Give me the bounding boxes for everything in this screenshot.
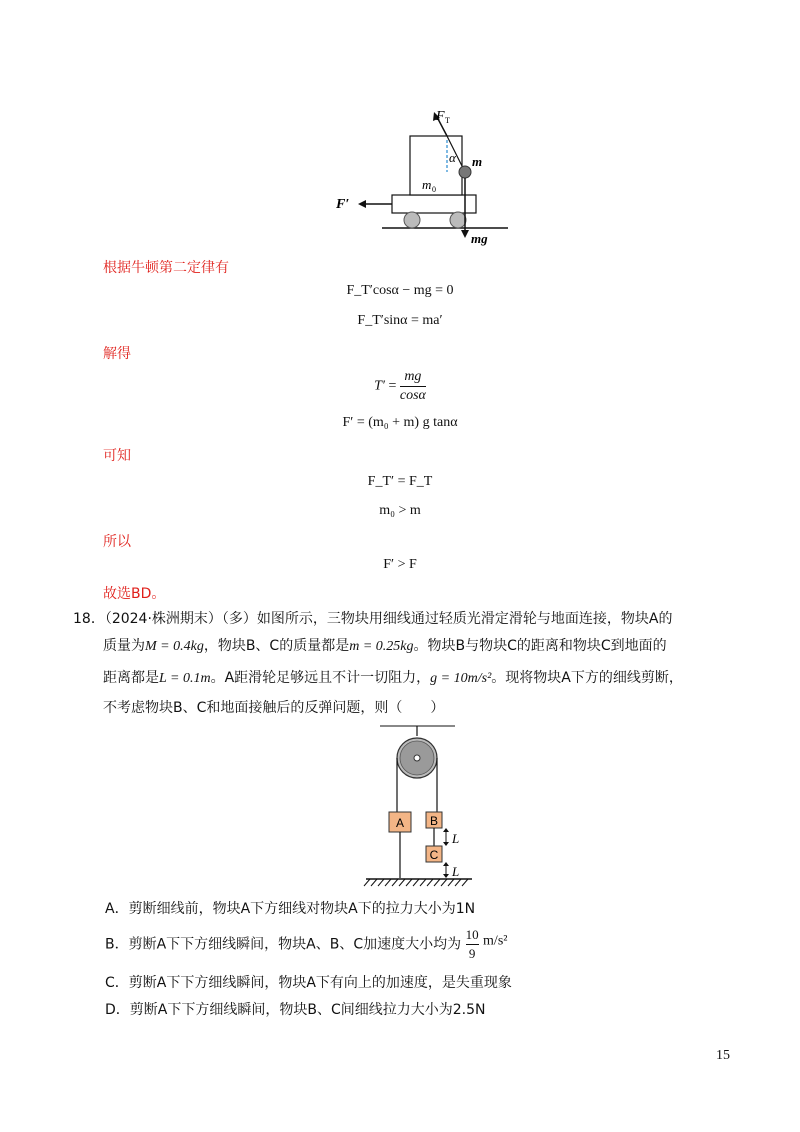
block-c-label: C	[429, 848, 439, 862]
label-l1: L	[452, 831, 460, 846]
mass-M-value: M = 0.4kg	[145, 639, 204, 654]
label-l2: L	[452, 864, 460, 879]
equation-6: m₀ > m	[379, 503, 421, 518]
question-source: （2024·株洲期末）（多）	[104, 611, 257, 627]
equation-3-numerator: mg	[404, 369, 422, 384]
label-mg: mg	[471, 231, 488, 246]
length-L-value: L = 0.1m	[159, 671, 211, 686]
question-text-3a: 距离都是	[103, 670, 159, 686]
label-m0-sub: 0	[432, 185, 436, 194]
question-text-2c: 。物块B与物块C的距离和物块C到地面的	[413, 638, 667, 654]
gravity-g-value: g = 10m/s²	[430, 671, 492, 686]
label-ft-sub: T	[445, 116, 450, 125]
know-line: 可知	[103, 448, 131, 464]
label-m0: m	[422, 177, 432, 192]
equation-3-denominator: cosα	[399, 388, 426, 403]
block-b-label: B	[429, 814, 439, 828]
pulley-system-figure	[360, 722, 480, 890]
option-b-unit: m/s²	[483, 933, 508, 949]
question-18-line-4: 不考虑物块B、C和地面接触后的反弹问题，则（ ）	[103, 700, 445, 716]
equation-5: F_T′ = F_T	[367, 474, 433, 489]
question-18-line-1	[73, 609, 733, 629]
label-fprime: F′	[336, 197, 350, 212]
question-number: 18．	[73, 611, 105, 627]
option-b	[105, 926, 507, 963]
page-number: 15	[716, 1048, 730, 1063]
equation-7: F′ > F	[383, 557, 417, 572]
so-line: 所以	[103, 534, 131, 550]
answer-line: 故选BD。	[103, 586, 166, 602]
newton-law-line: 根据牛顿第二定律有	[103, 260, 229, 276]
equation-3-fraction	[400, 368, 426, 405]
equation-2: F_T′sinα = ma′	[357, 313, 443, 328]
solve-line: 解得	[103, 346, 131, 362]
mass-m-value: m = 0.25kg	[349, 639, 414, 654]
option-b-numerator: 10	[465, 927, 479, 942]
option-a: A．剪断细线前，物块A下方细线对物块A下的拉力大小为1N	[105, 901, 476, 917]
equation-3-lhs: T′	[374, 378, 385, 394]
block-a-label: A	[395, 816, 405, 830]
cart-pendulum-figure	[330, 100, 520, 250]
equation-1: F_T′cosα − mg = 0	[346, 283, 454, 298]
question-text-3b: 。A距滑轮足够远且不计一切阻力，	[210, 670, 431, 686]
question-text-3c: 。现将物块A下方的细线剪断，	[491, 670, 683, 686]
label-m: m	[472, 154, 483, 169]
option-b-text: B．剪断A下下方细线瞬间，物块A、B、C加速度大小均为	[105, 936, 462, 953]
equation-4: F′ = (m₀ + m) g tanα	[342, 415, 458, 430]
question-18-line-3	[103, 668, 743, 689]
question-text-2a: 质量为	[103, 638, 145, 654]
option-b-denominator: 9	[466, 944, 479, 963]
question-text-1: 如图所示，三物块用细线通过轻质光滑定滑轮与地面连接，物块A的	[256, 611, 673, 627]
option-c: C．剪断A下下方细线瞬间，物块A下有向上的加速度，是失重现象	[105, 975, 512, 991]
question-text-2b: ，物块B、C的质量都是	[203, 638, 350, 654]
equation-3: T′ = $\frac{mg}{\cos\alpha}$	[374, 369, 426, 403]
question-18-line-2	[103, 636, 743, 657]
label-alpha: α	[449, 150, 456, 165]
option-d: D．剪断A下下方细线瞬间，物块B、C间细线拉力大小为2.5N	[105, 1002, 486, 1018]
label-ft: F	[436, 109, 445, 124]
option-b-fraction	[466, 926, 479, 963]
